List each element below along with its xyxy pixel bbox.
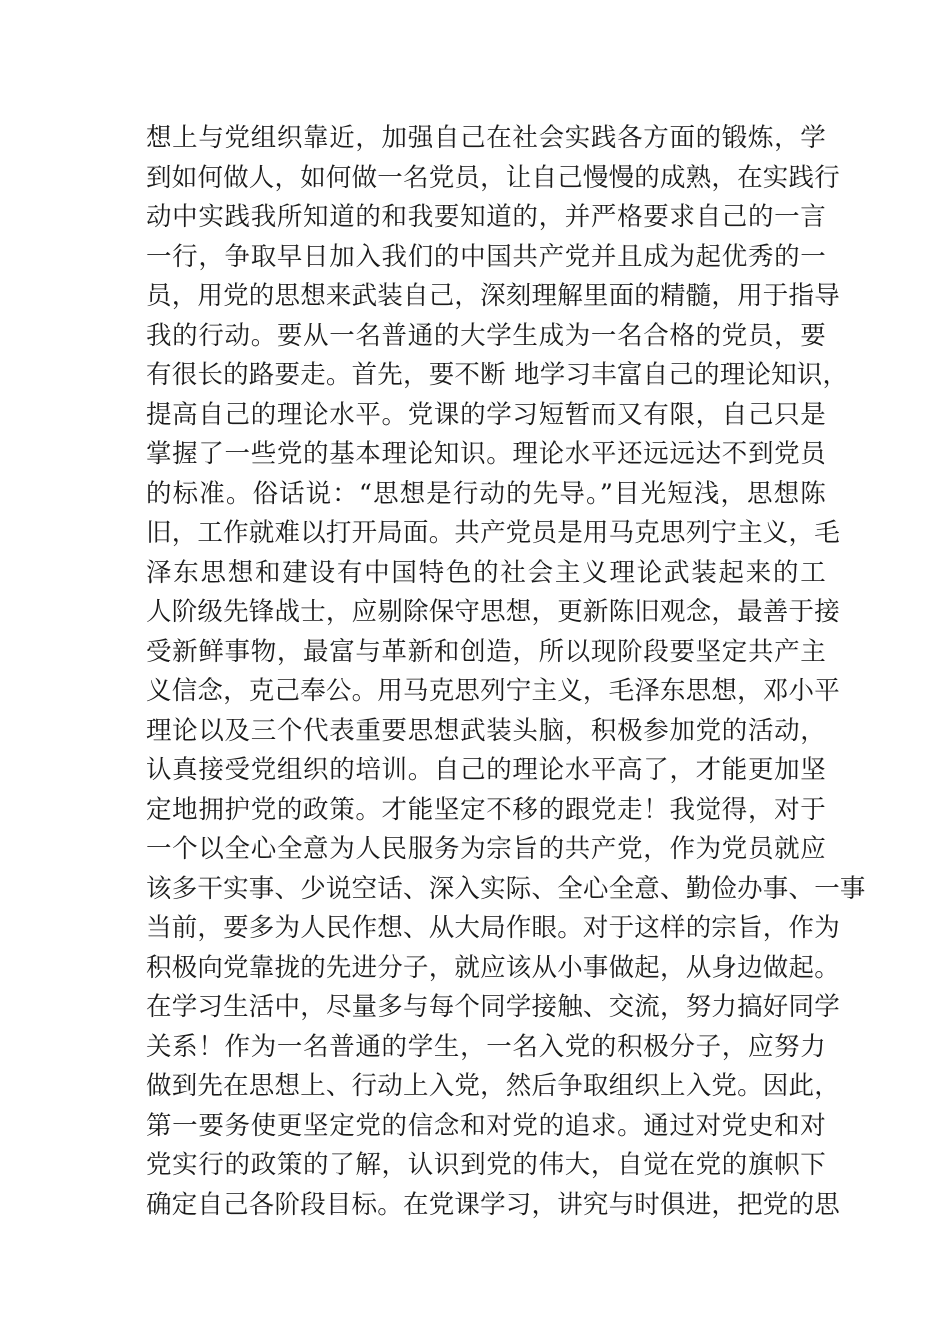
text-line: 关系！作为一名普通的学生，一名入党的积极分子，应努力 xyxy=(146,1031,826,1062)
text-line: 确定自己各阶段目标。在党课学习，讲究与时俱进，把党的思 xyxy=(146,1189,840,1220)
text-line: 员，用党的思想来武装自己，深刻理解里面的精髓，用于指导 xyxy=(146,281,840,311)
text-line: 掌握了一些党的基本理论知识。理论水平还远远达不到党员 xyxy=(146,439,826,469)
text-line: 我的行动。要从一名普通的大学生成为一名合格的党员，要 xyxy=(146,320,826,351)
text-line: 积极向党靠拢的先进分子，就应该从小事做起，从身边做起。 xyxy=(146,952,840,983)
text-line: 第一要务使更坚定党的信念和对党的追求。通过对党史和对 xyxy=(146,1110,826,1141)
text-line: 动中实践我所知道的和我要知道的，并严格要求自己的一言 xyxy=(146,202,826,232)
text-line: 该多干实事、少说空话、深入实际、全心全意、勤俭办事、一事 xyxy=(146,873,866,904)
body-text xyxy=(146,119,866,1225)
text-line: 受新鲜事物，最富与革新和创造，所以现阶段要坚定共产主 xyxy=(146,636,826,667)
text-line: 认真接受党组织的培训。自己的理论水平高了，才能更加坚 xyxy=(146,755,826,785)
text-line: 理论以及三个代表重要思想武装头脑，积极参加党的活动， xyxy=(146,715,826,746)
text-line: 当前，要多为人民作想、从大局作眼。对于这样的宗旨，作为 xyxy=(146,913,840,943)
text-line: 义信念，克己奉公。用马克思列宁主义，毛泽东思想，邓小平 xyxy=(146,676,840,706)
text-line: 做到先在思想上、行动上入党，然后争取组织上入党。因此， xyxy=(146,1071,840,1101)
text-line: 一行，争取早日加入我们的中国共产党并且成为起优秀的一 xyxy=(146,241,826,272)
text-line: 在学习生活中，尽量多与每个同学接触、交流，努力搞好同学 xyxy=(146,992,840,1022)
text-line: 提高自己的理论水平。党课的学习短暂而又有限，自己只是 xyxy=(146,399,826,430)
text-line: 党实行的政策的了解，认识到党的伟大，自觉在党的旗帜下 xyxy=(146,1150,826,1180)
text-line: 旧，工作就难以打开局面。共产党员是用马克思列宁主义，毛 xyxy=(146,518,840,548)
text-line: 有很长的路要走。首先，要不断 地学习丰富自己的理论知识， xyxy=(146,360,849,390)
text-line: 的标准。俗话说：“思想是行动的先导。”目光短浅，思想陈 xyxy=(146,478,826,509)
text-line: 想上与党组织靠近，加强自己在社会实践各方面的锻炼，学 xyxy=(146,123,826,153)
text-line: 一个以全心全意为人民服务为宗旨的共产党，作为党员就应 xyxy=(146,834,826,864)
text-line: 泽东思想和建设有中国特色的社会主义理论武装起来的工 xyxy=(146,557,826,588)
text-line: 到如何做人，如何做一名党员，让自己慢慢的成熟，在实践行 xyxy=(146,162,840,193)
text-line: 定地拥护党的政策。才能坚定不移的跟党走！我觉得，对于 xyxy=(146,794,826,825)
text-line: 人阶级先锋战士，应剔除保守思想，更新陈旧观念，最善于接 xyxy=(146,597,840,627)
